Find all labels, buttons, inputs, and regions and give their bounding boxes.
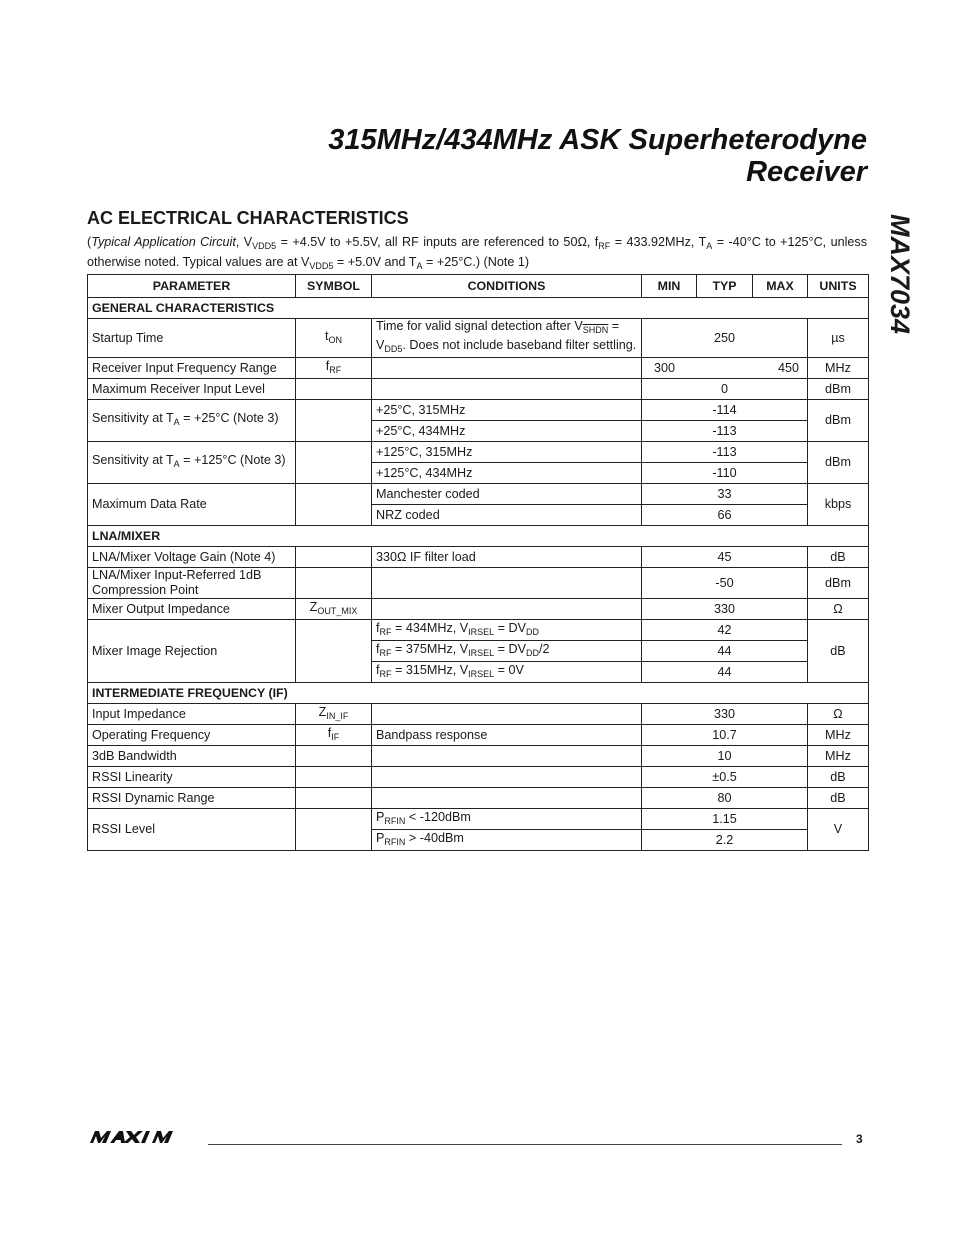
section-row — [88, 526, 869, 547]
section-row — [88, 683, 869, 704]
header-max: MAX — [753, 275, 808, 298]
symbol-cell — [296, 809, 372, 851]
conditions-cell: +25°C, 434MHz — [372, 421, 642, 442]
ac-characteristics-table — [87, 274, 869, 851]
param-cell: Sensitivity at $T_A = +25^\circ C$ (Note 3) — [88, 400, 296, 442]
units-cell: Ω — [808, 704, 869, 725]
section-row — [88, 298, 869, 319]
units-cell: dB — [808, 767, 869, 788]
table-row — [88, 809, 869, 830]
title-line-1: 315MHz/434MHz ASK Superheterodyne — [328, 124, 867, 156]
param-cell: Input Impedance — [88, 704, 296, 725]
symbol-cell — [296, 568, 372, 599]
conditions-cell — [372, 358, 642, 379]
symbol-cell: $Z_{OUT\_MIX}$ — [296, 599, 372, 620]
param-cell: RSSI Linearity — [88, 767, 296, 788]
header-conditions: CONDITIONS — [372, 275, 642, 298]
param-cell: Maximum Receiver Input Level — [88, 379, 296, 400]
symbol-cell — [296, 400, 372, 442]
units-cell: MHz — [808, 746, 869, 767]
param-cell: Receiver Input Frequency Range — [88, 358, 296, 379]
table-row — [88, 599, 869, 620]
typ-cell: 44 — [642, 641, 808, 662]
typ-cell: -113 — [642, 421, 808, 442]
table-row — [88, 442, 869, 463]
table-row — [88, 788, 869, 809]
table-row — [88, 547, 869, 568]
conditions-cell — [372, 767, 642, 788]
min-max-cell — [642, 358, 808, 379]
typ-cell: 10 — [642, 746, 808, 767]
section-if: INTERMEDIATE FREQUENCY (IF) — [88, 683, 869, 704]
side-part-number — [885, 214, 915, 374]
symbol-cell — [296, 484, 372, 526]
table-row — [88, 484, 869, 505]
table-row — [88, 767, 869, 788]
header-min: MIN — [642, 275, 697, 298]
side-part-number-text: MAX7034 — [885, 214, 915, 335]
maxim-logo — [88, 1129, 200, 1145]
table-row — [88, 704, 869, 725]
table-header-row — [88, 275, 869, 298]
typ-cell: 250 — [642, 319, 808, 358]
symbol-cell — [296, 442, 372, 484]
symbol-cell — [296, 746, 372, 767]
conditions-cell — [372, 746, 642, 767]
typ-cell: -110 — [642, 463, 808, 484]
table-row — [88, 568, 869, 599]
document-title — [328, 124, 867, 188]
symbol-cell — [296, 547, 372, 568]
conditions-cell — [372, 568, 642, 599]
typ-cell: 33 — [642, 484, 808, 505]
typ-cell: 42 — [642, 620, 808, 641]
typ-cell: -50 — [642, 568, 808, 599]
table-row — [88, 725, 869, 746]
header-symbol: SYMBOL — [296, 275, 372, 298]
typ-cell: 2.2 — [642, 830, 808, 851]
units-cell: MHz — [808, 358, 869, 379]
typ-cell: 45 — [642, 547, 808, 568]
symbol-cell — [296, 620, 372, 683]
param-cell: LNA/Mixer Input-Referred 1dB Compression Point — [88, 568, 296, 599]
conditions-cell — [372, 788, 642, 809]
table-row — [88, 400, 869, 421]
symbol-cell — [296, 788, 372, 809]
table-row — [88, 379, 869, 400]
units-cell: dB — [808, 788, 869, 809]
param-cell: Maximum Data Rate — [88, 484, 296, 526]
conditions-cell: 330Ω IF filter load — [372, 547, 642, 568]
conditions-cell — [372, 599, 642, 620]
symbol-cell — [296, 767, 372, 788]
typ-cell: 10.7 — [642, 725, 808, 746]
header-units: UNITS — [808, 275, 869, 298]
typ-cell: -113 — [642, 442, 808, 463]
param-cell: Sensitivity at $T_A = +125^\circ C$ (Note 3) — [88, 442, 296, 484]
conditions-note: (Typical Application Circuit, $V_{VDD5} = +4.5V$ to +5.5V, all RF inputs are referenced to 50Ω, $f_{RF} = 433.92MHz$, $T_A = -40^\circ C$ to +125°C, unless otherwise noted. Typical values are at $V_{VDD5} = +5.0V$ and $T_A = +25^\circ C$.) (Note 1) — [87, 235, 867, 271]
conditions-cell — [372, 379, 642, 400]
param-cell: Mixer Image Rejection — [88, 620, 296, 683]
typ-cell: 66 — [642, 505, 808, 526]
units-cell: kbps — [808, 484, 869, 526]
footer-rule — [208, 1144, 842, 1145]
conditions-cell: Time for valid signal detection after $V_{SHDN} = V_{DD5}$. Does not include baseband filter settling. — [372, 319, 642, 358]
typ-cell: -114 — [642, 400, 808, 421]
conditions-cell: +125°C, 434MHz — [372, 463, 642, 484]
conditions-cell: $f_{RF} = 315MHz$, $V_{IRSEL} = 0V$ — [372, 662, 642, 683]
typ-cell: 1.15 — [642, 809, 808, 830]
typ-cell: 330 — [642, 704, 808, 725]
conditions-cell: +25°C, 315MHz — [372, 400, 642, 421]
units-cell: dB — [808, 620, 869, 683]
table-row — [88, 746, 869, 767]
units-cell: V — [808, 809, 869, 851]
param-cell: 3dB Bandwidth — [88, 746, 296, 767]
units-cell: dBm — [808, 379, 869, 400]
typ-cell: 80 — [642, 788, 808, 809]
param-cell: RSSI Level — [88, 809, 296, 851]
header-typ: TYP — [697, 275, 753, 298]
table-row — [88, 620, 869, 641]
symbol-cell — [296, 379, 372, 400]
symbol-cell: $f_{IF}$ — [296, 725, 372, 746]
symbol-cell: $f_{RF}$ — [296, 358, 372, 379]
typ-cell: ±0.5 — [642, 767, 808, 788]
min-value: 300 — [654, 360, 676, 375]
param-cell: Mixer Output Impedance — [88, 599, 296, 620]
units-cell: dBm — [808, 568, 869, 599]
conditions-cell — [372, 704, 642, 725]
conditions-cell: $f_{RF} = 375MHz$, $V_{IRSEL} = DV_{DD}/2$ — [372, 641, 642, 662]
units-cell: MHz — [808, 725, 869, 746]
conditions-cell: +125°C, 315MHz — [372, 442, 642, 463]
units-cell: Ω — [808, 599, 869, 620]
conditions-cell: $P_{RFIN} < -120dBm$ — [372, 809, 642, 830]
conditions-cell: NRZ coded — [372, 505, 642, 526]
section-general: GENERAL CHARACTERISTICS — [88, 298, 869, 319]
units-cell: dBm — [808, 442, 869, 484]
table-row — [88, 319, 869, 358]
typ-cell: 44 — [642, 662, 808, 683]
title-line-2: Receiver — [746, 156, 867, 188]
page-number: 3 — [856, 1132, 863, 1146]
section-lna-mixer: LNA/MIXER — [88, 526, 869, 547]
conditions-cell: $f_{RF} = 434MHz$, $V_{IRSEL} = DV_{DD}$ — [372, 620, 642, 641]
param-cell: RSSI Dynamic Range — [88, 788, 296, 809]
conditions-cell: Manchester coded — [372, 484, 642, 505]
param-cell: LNA/Mixer Voltage Gain (Note 4) — [88, 547, 296, 568]
param-cell: Operating Frequency — [88, 725, 296, 746]
conditions-cell: Bandpass response — [372, 725, 642, 746]
header-parameter: PARAMETER — [88, 275, 296, 298]
units-cell: dB — [808, 547, 869, 568]
typ-cell: 0 — [642, 379, 808, 400]
units-cell: µs — [808, 319, 869, 358]
conditions-cell: $P_{RFIN} > -40dBm$ — [372, 830, 642, 851]
table-row — [88, 358, 869, 379]
typ-cell: 330 — [642, 599, 808, 620]
section-heading: AC ELECTRICAL CHARACTERISTICS — [87, 208, 409, 228]
param-cell: Startup Time — [88, 319, 296, 358]
units-cell: dBm — [808, 400, 869, 442]
symbol-cell: $Z_{IN\_IF}$ — [296, 704, 372, 725]
max-value: 450 — [777, 360, 799, 375]
symbol-cell: $t_{ON}$ — [296, 319, 372, 358]
